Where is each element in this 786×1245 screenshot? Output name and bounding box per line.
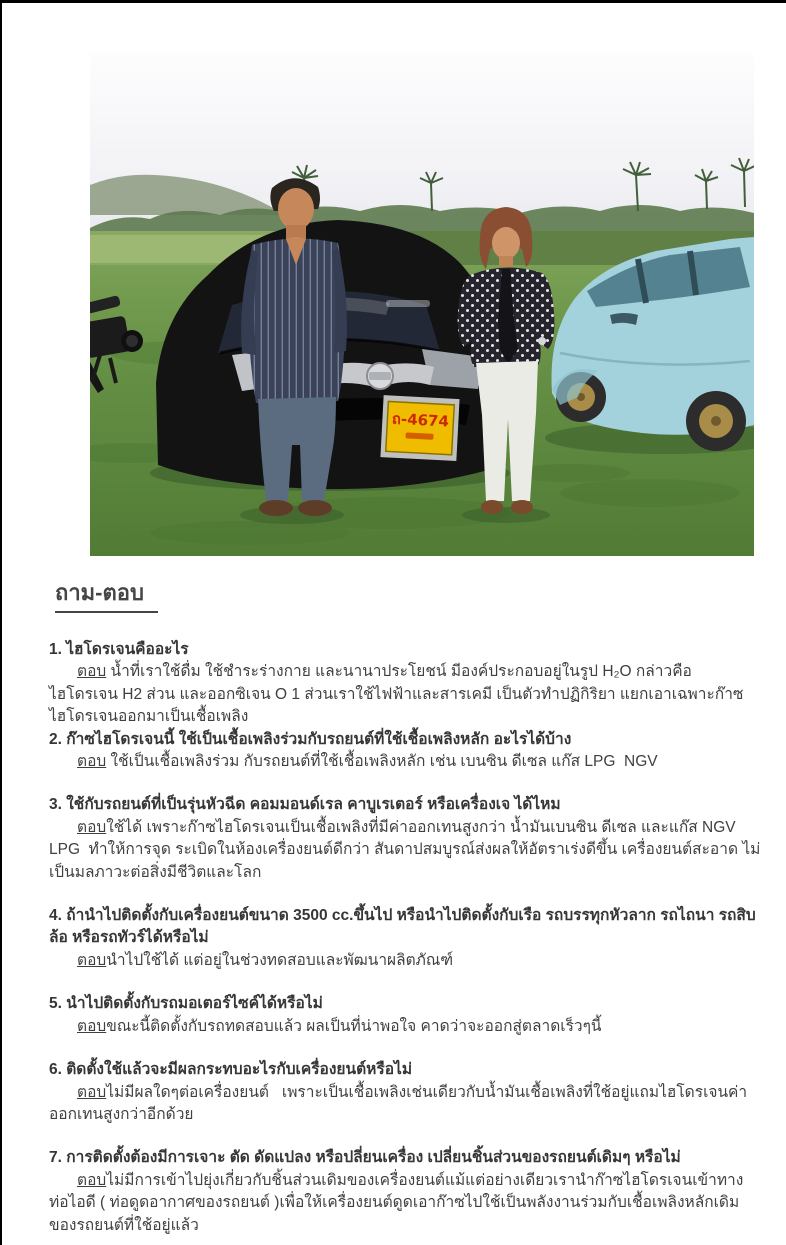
question-1: 1. ไฮโดรเจนคืออะไร bbox=[49, 641, 189, 658]
question-3: 3. ใช้กับรถยนต์ที่เป็นรุ่นหัวฉีด คอมมอนด์เรล คาบูเรเตอร์ หรือเครื่องเจ ได้ไหม bbox=[49, 796, 561, 814]
license-plate bbox=[380, 395, 459, 461]
photo-two-people-with-cars bbox=[90, 53, 754, 556]
answer-text: ใช้ได้ เพราะก๊าซไฮโดรเจนเป็นเชื้อเพลิงที่มีค่าออกเทนสูงกว่า น้ำมันเบนซิน ดีเซล และแก๊ส NGV LPG ทำให้การจุด ระเบิดในห้องเครื่องยนต์ดีกว่า สันดาปสมบูรณ์ส่งผลให้อัตราเร่งดีขึ้น เครื่องยนต์สะอาด ไม่เป็นมลภาวะต่อสิ่งมีชีวิตและโลก bbox=[49, 818, 761, 881]
answer-6 bbox=[49, 1082, 761, 1127]
qa-item-5 bbox=[49, 993, 761, 1038]
question-5: 5. นำไปติดตั้งกับรถมอเตอร์ไซค์ได้หรือไม่ bbox=[49, 995, 323, 1013]
woman-face bbox=[492, 227, 520, 259]
question-7: 7. การติดตั้งต้องมีการเจาะ ตัด ดัดแปลง หรือปลี่ยนเครื่อง เปลี่ยนชิ้นส่วนของรถยนต์เดิมๆ หรือไม่ bbox=[49, 1149, 681, 1167]
answer-text: ขณะนี้ติดตั้งกับรถทดสอบแล้ว ผลเป็นที่น่าพอใจ คาดว่าจะออกสู่ตลาดเร็วๆนี้ bbox=[106, 1017, 602, 1035]
man-neck bbox=[286, 225, 306, 239]
answer-text: นำไปใช้ได้ แต่อยู่ในช่วงทดสอบและพัฒนาผลิตภัณฑ์ bbox=[106, 951, 454, 969]
question-4: 4. ถ้านำไปติดตั้งกับเครื่องยนต์ขนาด 3500 cc.ขึ้นไป หรือนำไปติดตั้งกับเรือ รถบรรทุกหัวลาก รถไถนา รถสิบล้อ หรือรถทัวร์ได้หรือไม่ bbox=[49, 907, 756, 947]
man-shoe-right bbox=[298, 500, 332, 516]
nissan-logo-bar bbox=[369, 372, 391, 380]
answer-label: ตอบ bbox=[77, 818, 107, 836]
qa-item-4 bbox=[49, 905, 761, 972]
qa-list bbox=[49, 639, 761, 1237]
woman-watch bbox=[538, 337, 546, 345]
question-2: 2. ก๊าซไฮโดรเจนนี้ ใช้เป็นเชื้อเพลิงร่วมกับรถยนต์ที่ใช้เชื้อเพลิงหลัก อะไรได้บ้าง bbox=[49, 730, 572, 748]
blue-car-rear-wheel bbox=[686, 391, 746, 451]
license-plate-text: ถ-4674 bbox=[391, 409, 450, 431]
question-6: 6. ติดตั้งใช้แล้วจะมีผลกระทบอะไรกับเครื่องยนต์หรือไม่ bbox=[49, 1061, 413, 1079]
woman-sandal-right bbox=[511, 500, 533, 514]
woman-shadow bbox=[462, 507, 550, 523]
woman-sandal-left bbox=[481, 500, 503, 514]
woman-neck bbox=[499, 256, 513, 267]
answer-label: ตอบ bbox=[77, 663, 107, 681]
man-face bbox=[278, 188, 314, 230]
qa-item-1 bbox=[49, 639, 761, 729]
answer-text: น้ำที่เราใช้ดื่ม ใช้ชำระร่างกาย และนานาประโยชน์ มีองค์ประกอบอยู่ในรูป H₂O กล่าวคือ ไฮโดรเจน H2 ส่วน และออกซิเจน O 1 ส่วนเราใช้ไฟฟ้าและสารเคมี เป็นตัวทำปฏิกิริยา แยกเอาเฉพาะก๊าซไฮโดรเจนออกมาเป็นเชื้อเพลิง bbox=[49, 663, 744, 726]
windshield-sticker bbox=[386, 300, 430, 307]
qa-content bbox=[49, 575, 761, 1237]
answer-text: ไม่มีการเข้าไปยุ่งเกี่ยวกับชิ้นส่วนเดิมของเครื่องยนต์แม้แต่อย่างเดียวเรานำก๊าซไฮโดรเจนเข้าทางท่อไอดี ( ท่อดูดอากาศของรถยนต์ )เพื่อให้เครื่องยนต์ดูดเอาก๊าซไปใช้เป็นพลังงานร่วมกับเชื้อเพลิงหลักเดิมของรถยนต์ที่ใช้อยู่แล้ว bbox=[49, 1171, 744, 1234]
qa-item-2 bbox=[49, 729, 761, 774]
answer-text: ใช้เป็นเชื้อเพลิงร่วม กับรถยนต์ที่ใช้เชื้อเพลิงหลัก เช่น เบนซิน ดีเซล แก๊ส LPG NGV bbox=[106, 753, 658, 771]
answer-text: ไม่มีผลใดๆต่อเครื่องยนต์ เพราะเป็นเชื้อเพลิงเช่นเดียวกับน้ำมันเชื้อเพลิงที่ใช้อยู่แถมไฮโดรเจนค่าออกเทนสูงกว่าอีกด้วย bbox=[49, 1083, 748, 1123]
qa-item-7 bbox=[49, 1147, 761, 1237]
qa-item-3 bbox=[49, 794, 761, 884]
answer-label: ตอบ bbox=[77, 951, 107, 969]
answer-5 bbox=[49, 1016, 761, 1038]
page-title: ถาม-ตอบ bbox=[55, 575, 158, 613]
answer-3 bbox=[49, 817, 761, 884]
answer-7 bbox=[49, 1170, 761, 1237]
answer-label: ตอบ bbox=[77, 1017, 107, 1035]
answer-4 bbox=[49, 950, 761, 972]
answer-label: ตอบ bbox=[77, 753, 107, 771]
answer-label: ตอบ bbox=[77, 1171, 107, 1189]
answer-1 bbox=[49, 661, 761, 728]
answer-2 bbox=[49, 751, 761, 773]
qa-item-6 bbox=[49, 1059, 761, 1126]
answer-label: ตอบ bbox=[77, 1083, 107, 1101]
man-shoe-left bbox=[259, 500, 293, 516]
